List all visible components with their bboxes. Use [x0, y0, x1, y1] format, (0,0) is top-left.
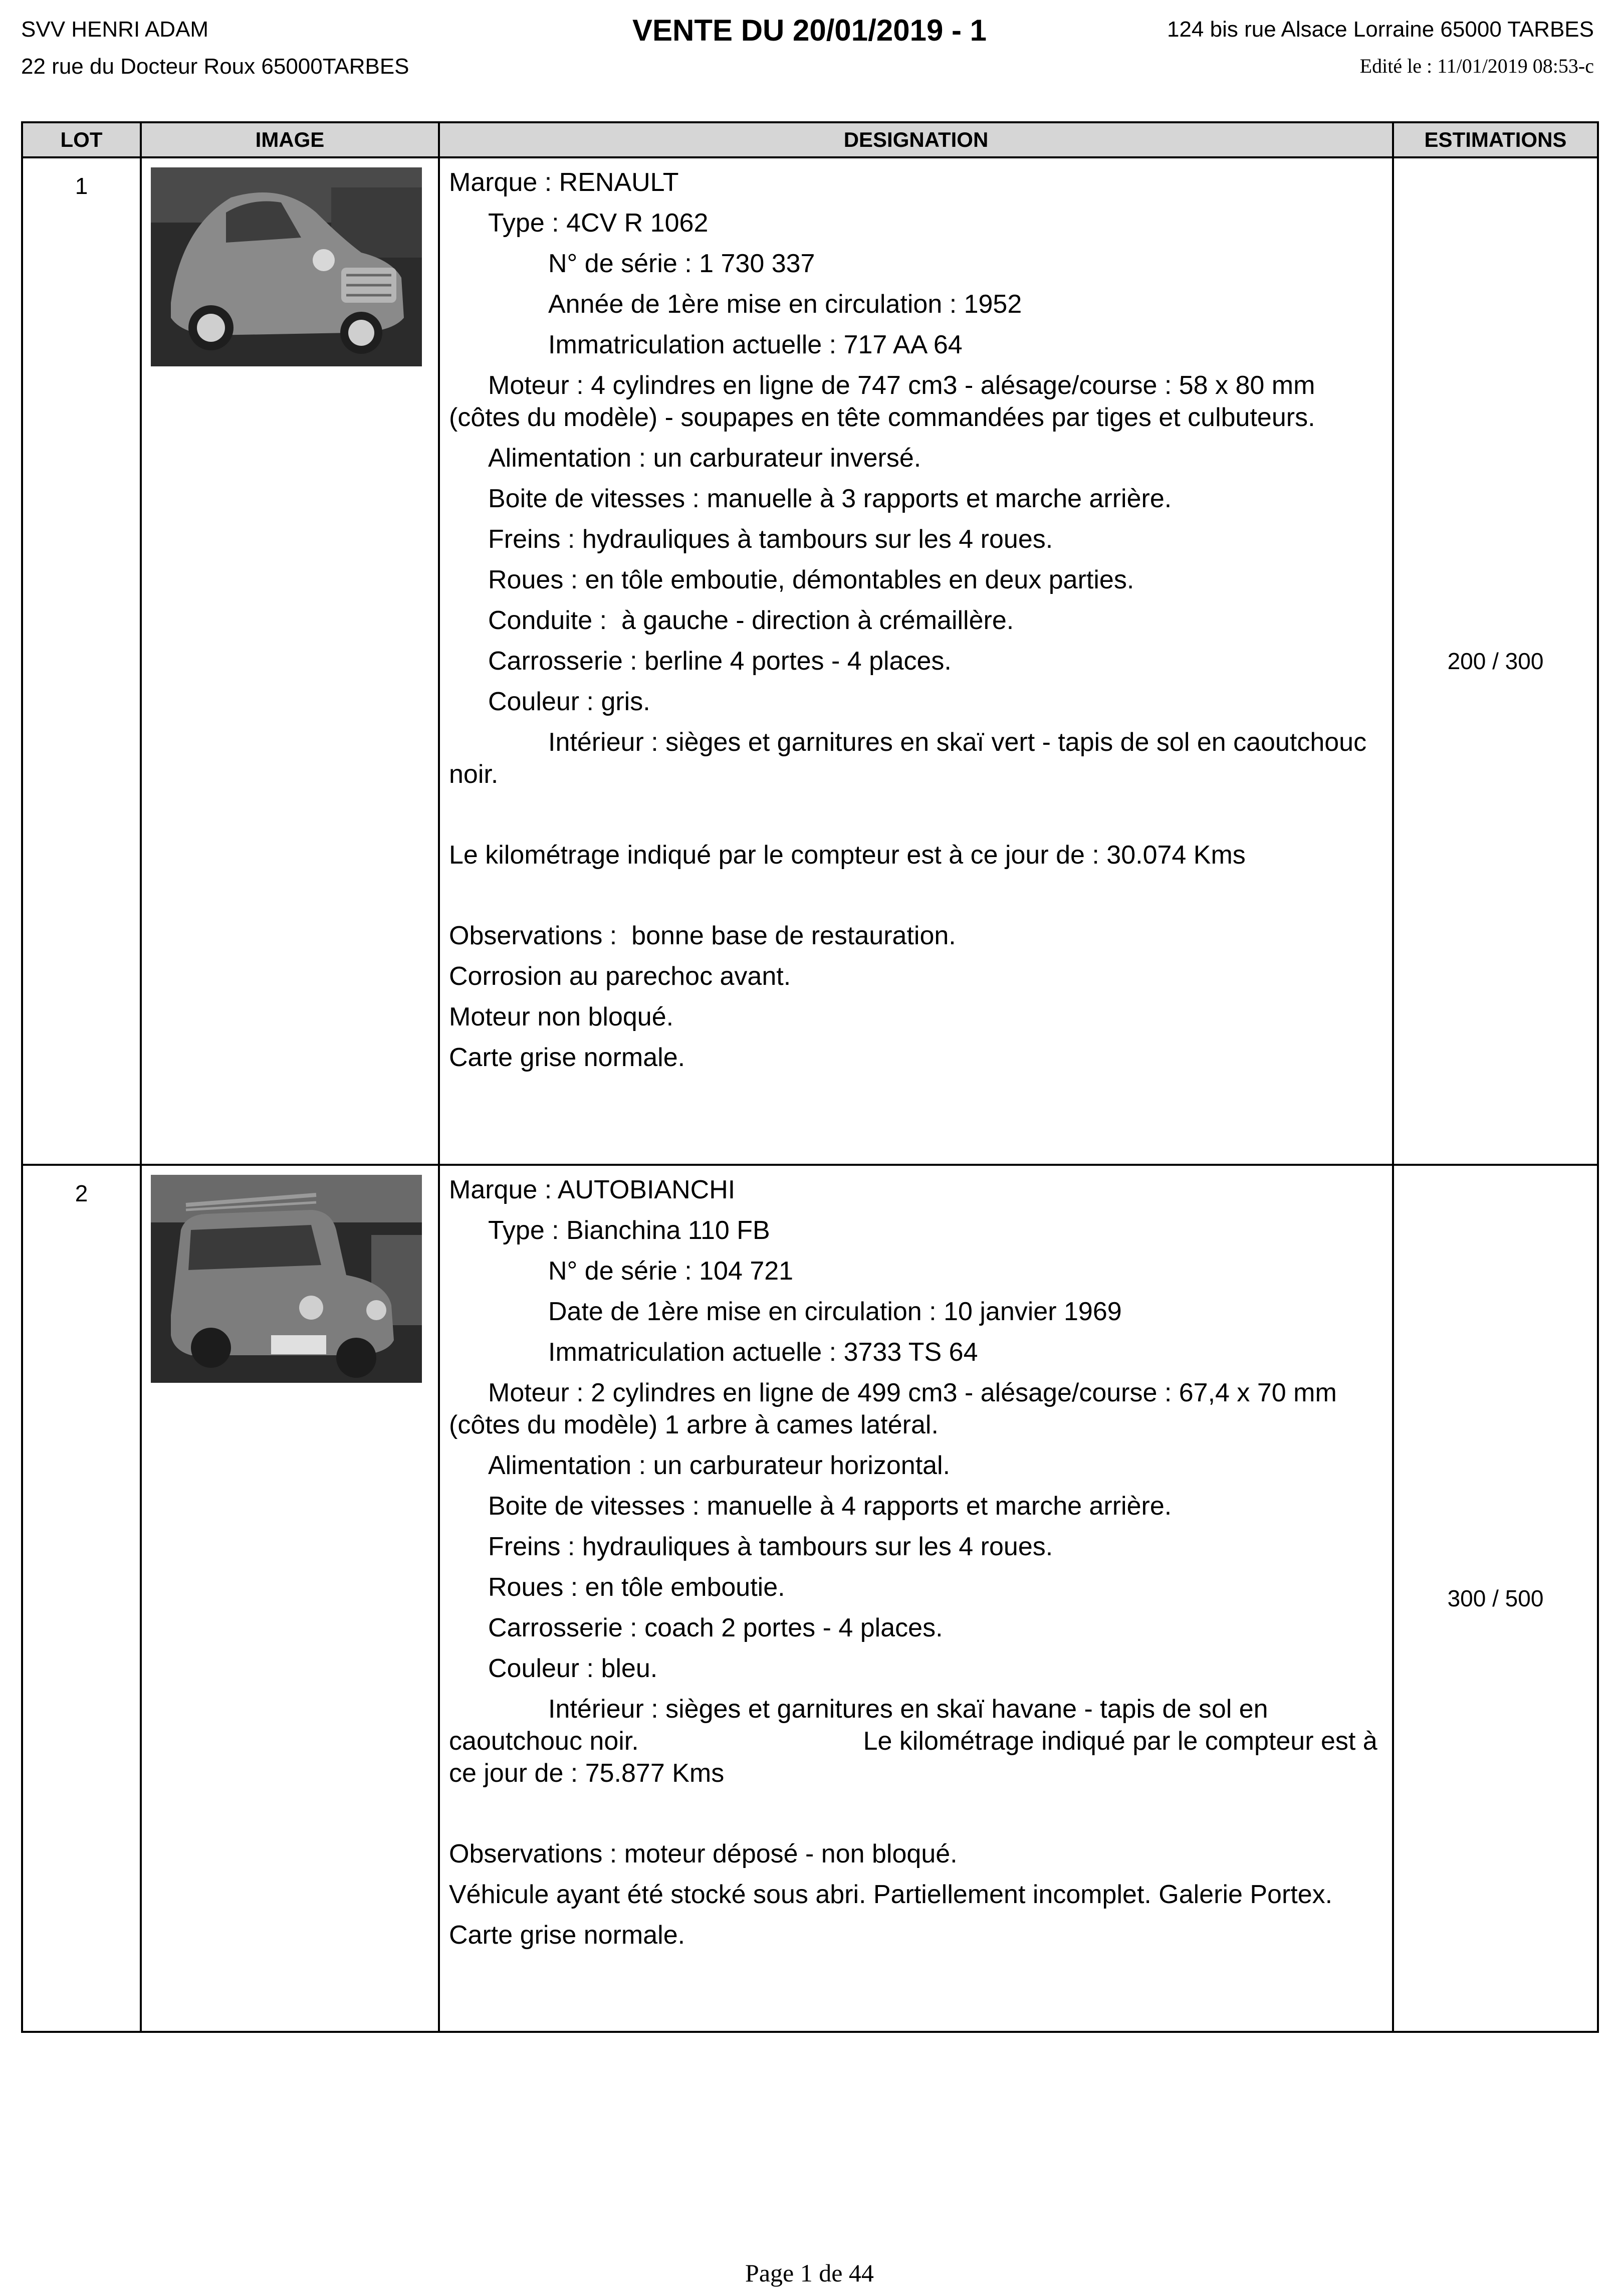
lot-image-cell [141, 1165, 439, 2032]
lot-number: 2 [22, 1165, 141, 2032]
lot-brand: Marque : RENAULT [449, 168, 679, 197]
lot-engine: Moteur : 4 cylindres en ligne de 747 cm3 - alésage/course : 58 x 80 mm (côtes du modèle) - soupapes en tête commandées par tiges et culbuteurs. [449, 371, 1322, 432]
lot-interior-and-mileage: Intérieur : sièges et garnitures en skaï havane - tapis de sol en caoutchouc noir. Le kilométrage indiqué par le compteur est à ce jour de : 75.877 Kms [449, 1695, 1385, 1788]
car-photo[interactable] [151, 167, 422, 366]
lot-gearbox: Boite de vitesses : manuelle à 3 rapports et marche arrière. [488, 484, 1172, 513]
lot-registration-status: Carte grise normale. [449, 1043, 685, 1072]
table-row [22, 1165, 1598, 2032]
car-photo[interactable] [151, 1175, 422, 1383]
lot-wheels: Roues : en tôle emboutie. [488, 1573, 785, 1602]
lot-engine: Moteur : 2 cylindres en ligne de 499 cm3 - alésage/course : 67,4 x 70 mm (côtes du modèle) 1 arbre à cames latéral. [449, 1378, 1344, 1439]
column-header-designation: DESIGNATION [439, 122, 1393, 157]
page-number: Page 1 de 44 [745, 2259, 874, 2287]
office-address: 124 bis rue Alsace Lorraine 65000 TARBES [1167, 17, 1594, 42]
lot-type: Type : Bianchina 110 FB [488, 1216, 770, 1245]
lot-observation-line: Véhicule ayant été stocké sous abri. Partiellement incomplet. Galerie Portex. [449, 1880, 1333, 1909]
lot-interior: Intérieur : sièges et garnitures en skaï vert - tapis de sol en caoutchouc noir. [449, 728, 1374, 789]
lot-gearbox: Boite de vitesses : manuelle à 4 rapports et marche arrière. [488, 1492, 1172, 1521]
sale-title: VENTE DU 20/01/2019 - 1 [632, 14, 987, 47]
lot-fuel-system: Alimentation : un carburateur inversé. [488, 444, 921, 473]
lot-mileage: Le kilométrage indiqué par le compteur est à ce jour de : 30.074 Kms [449, 841, 1246, 870]
lot-body: Carrosserie : coach 2 portes - 4 places. [488, 1613, 943, 1642]
lot-color: Couleur : gris. [488, 687, 650, 716]
lot-first-registration: Année de 1ère mise en circulation : 1952 [548, 290, 1022, 319]
lot-number: 1 [22, 157, 141, 1165]
lot-observation-line: Corrosion au parechoc avant. [449, 962, 791, 991]
lot-image-cell [141, 157, 439, 1165]
lot-wheels: Roues : en tôle emboutie, démontables en deux parties. [488, 565, 1134, 594]
lot-estimate: 300 / 500 [1393, 1165, 1598, 2032]
lot-body: Carrosserie : berline 4 portes - 4 places. [488, 647, 952, 676]
lot-serial: N° de série : 104 721 [548, 1257, 794, 1286]
lot-observation-line: Moteur non bloqué. [449, 1002, 674, 1031]
lot-designation [439, 157, 1393, 1165]
lot-observations: Observations : bonne base de restauration. [449, 921, 956, 950]
table-header-row [22, 122, 1598, 157]
lot-plate: Immatriculation actuelle : 717 AA 64 [548, 330, 963, 359]
lot-brakes: Freins : hydrauliques à tambours sur les 4 roues. [488, 1532, 1053, 1561]
lot-brakes: Freins : hydrauliques à tambours sur les 4 roues. [488, 525, 1053, 554]
lot-plate: Immatriculation actuelle : 3733 TS 64 [548, 1338, 978, 1367]
lot-steering: Conduite : à gauche - direction à crémaillère. [488, 606, 1014, 635]
lot-type: Type : 4CV R 1062 [488, 208, 709, 238]
company-name: SVV HENRI ADAM [21, 17, 209, 42]
table-row [22, 157, 1598, 1165]
column-header-estimations: ESTIMATIONS [1393, 122, 1598, 157]
lots-table [21, 121, 1599, 2033]
lot-fuel-system: Alimentation : un carburateur horizontal. [488, 1451, 951, 1480]
lot-first-registration: Date de 1ère mise en circulation : 10 janvier 1969 [548, 1297, 1122, 1326]
lot-brand: Marque : AUTOBIANCHI [449, 1175, 736, 1204]
column-header-image: IMAGE [141, 122, 439, 157]
company-address: 22 rue du Docteur Roux 65000TARBES [21, 54, 409, 79]
edited-timestamp: Edité le : 11/01/2019 08:53-c [1359, 55, 1594, 77]
lot-color: Couleur : bleu. [488, 1654, 658, 1683]
column-header-lot: LOT [22, 122, 141, 157]
lot-observations: Observations : moteur déposé - non bloqué. [449, 1839, 958, 1868]
lot-estimate: 200 / 300 [1393, 157, 1598, 1165]
lot-designation [439, 1165, 1393, 2032]
lot-serial: N° de série : 1 730 337 [548, 249, 815, 278]
lot-registration-status: Carte grise normale. [449, 1921, 685, 1950]
